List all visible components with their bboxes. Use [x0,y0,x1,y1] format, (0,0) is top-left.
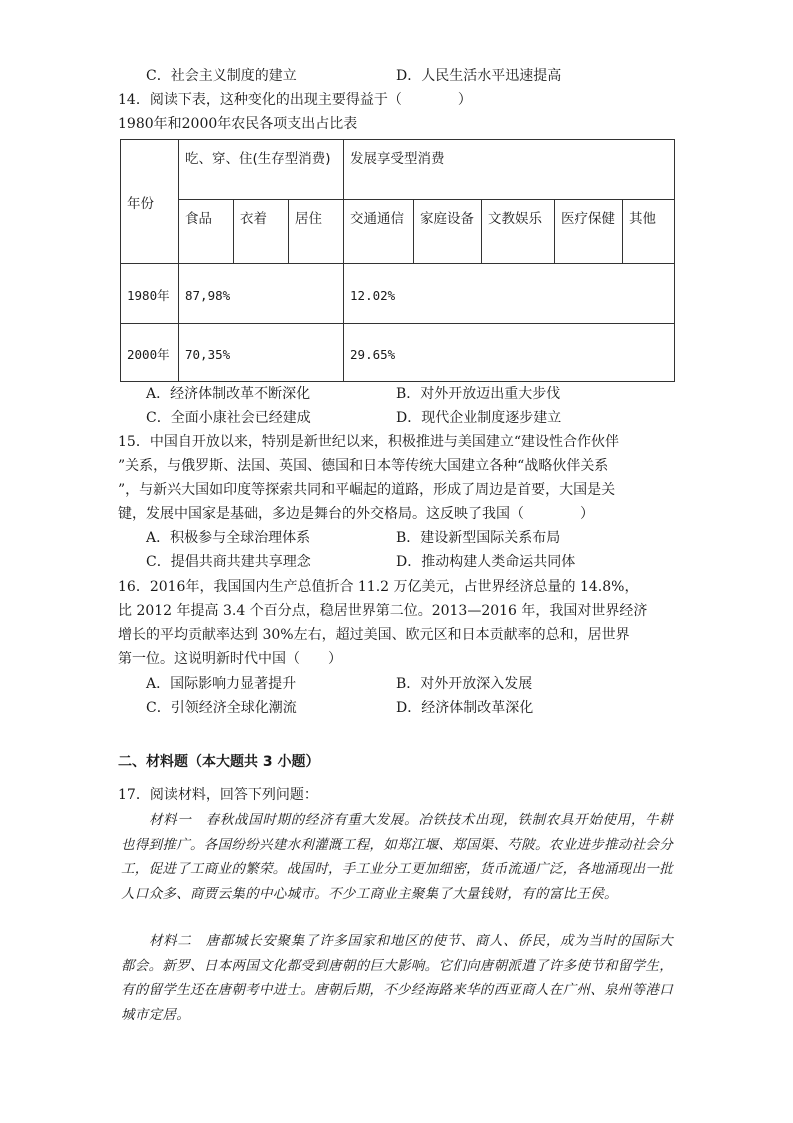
q16-line-1: 16．2016年，我国国内生产总值折合 11.2 万亿美元，占世界经济总量的 14.8%， [118,579,639,595]
q16-option-a: A．国际影响力显著提升 [146,676,297,692]
table-row [121,264,675,324]
q17-stem: 17．阅读材料，回答下列问题： [118,787,318,803]
sub-header-other: 其他 [623,200,675,264]
expenditure-table [120,139,675,382]
q14-option-b: B．对外开放迈出重大步伐 [396,386,561,402]
q14-table-title: 1980年和2000年农民各项支出占比表 [118,116,358,132]
sub-header-housing: 居住 [289,200,344,264]
sub-header-medical: 医疗保健 [555,200,623,264]
q15-option-a: A．积极参与全球治理体系 [146,530,311,546]
row-year-1980: 1980年 [121,264,179,324]
row-2000-development: 29.65% [344,324,675,382]
sub-header-education: 文教娱乐 [482,200,555,264]
q15-line-2: ”关系，与俄罗斯、法国、英国、德国和日本等传统大国建立各种“战略伙伴关系 [118,458,609,474]
sub-header-transport: 交通通信 [344,200,414,264]
q14-option-c: C．全面小康社会已经建成 [146,410,311,426]
year-header-cell: 年份 [121,140,179,264]
row-year-2000: 2000年 [121,324,179,382]
q14-option-d: D．现代企业制度逐步建立 [396,410,562,426]
development-group-header: 发展享受型消费 [344,140,675,200]
section-title: 二、材料题（本大题共 3 小题） [118,754,320,770]
sub-header-food: 食品 [179,200,234,264]
q16-option-c: C．引领经济全球化潮流 [146,700,297,716]
q16-line-2: 比 2012 年提高 3.4 个百分点，稳居世界第二位。2013—2016 年，我国对世界经济 [118,603,648,619]
sub-header-clothing: 衣着 [234,200,289,264]
q17-material-1: 材料一 春秋战国时期的经济有重大发展。冶铁技术出现，铁制农具开始使用，牛耕也得到推广。各国纷纷兴建水利灌溉工程，如郑江堰、郑国渠、芍陂。农业进步推动社会分工，促进了工商业的繁荣。战国时，手工业分工更加细密，货币流通广泛，各地涌现出一批人口众多、商贾云集的中心城市。不少工商业主聚集了大量钱财，有的富比王侯。 [121,812,673,902]
table-header-row-2 [121,200,675,264]
q15-line-4: 键，发展中国家是基础，多边是舞台的外交格局。这反映了我国（ ） [118,506,594,522]
q14-stem: 14．阅读下表，这种变化的出现主要得益于（ ） [118,92,472,108]
q16-option-b: B．对外开放深入发展 [396,676,533,692]
q16-line-4: 第一位。这说明新时代中国（ ） [118,651,342,667]
q16-line-3: 增长的平均贡献率达到 30%左右，超过美国、欧元区和日本贡献率的总和，居世界 [118,627,630,643]
q13-option-c: C．社会主义制度的建立 [146,68,297,84]
row-1980-development: 12.02% [344,264,675,324]
q15-line-1: 15．中国自开放以来，特别是新世纪以来，积极推进与美国建立“建设性合作伙伴 [118,434,619,450]
q15-option-c: C．提倡共商共建共享理念 [146,554,311,570]
q15-option-d: D．推动构建人类命运共同体 [396,554,576,570]
row-2000-survival: 70,35% [179,324,344,382]
q16-option-d: D．经济体制改革深化 [396,700,534,716]
table-header-row-1 [121,140,675,200]
q14-option-a: A．经济体制改革不断深化 [146,386,311,402]
q15-line-3: ”，与新兴大国如印度等探索共同和平崛起的道路，形成了周边是首要，大国是关 [118,482,616,498]
survival-group-header: 吃、穿、住(生存型消费) [179,140,344,200]
sub-header-household: 家庭设备 [414,200,482,264]
q17-material-2: 材料二 唐都城长安聚集了许多国家和地区的使节、商人、侨民，成为当时的国际大都会。新罗、日本两国文化都受到唐朝的巨大影响。它们向唐朝派遣了许多使节和留学生，有的留学生还在唐朝考中进士。唐朝后期，不少经海路来华的西亚商人在广州、泉州等港口城市定居。 [121,933,673,1023]
q15-option-b: B．建设新型国际关系布局 [396,530,561,546]
q13-option-d: D．人民生活水平迅速提高 [396,68,562,84]
table-row [121,324,675,382]
row-1980-survival: 87,98% [179,264,344,324]
